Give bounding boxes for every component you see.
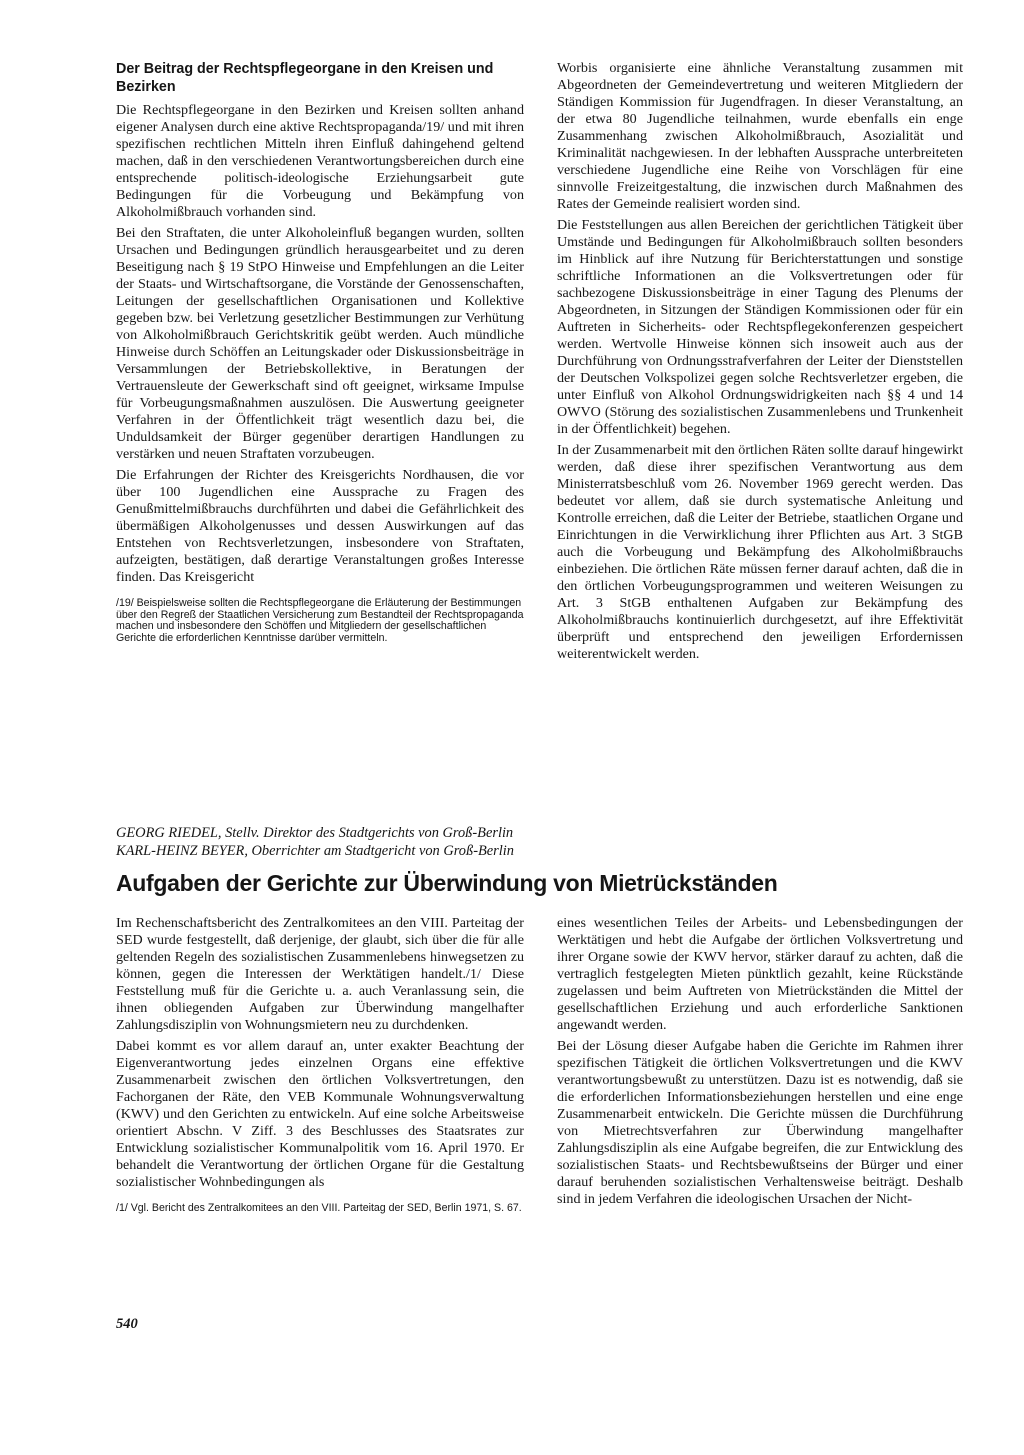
author-line: GEORG RIEDEL, Stellv. Direktor des Stadtgerichts von Groß-Berlin <box>116 825 514 841</box>
page-number: 540 <box>116 1316 138 1332</box>
paragraph: Bei den Straftaten, die unter Alkoholeinfluß begangen wurden, sollten Ursachen und Bedingungen gründlich herausgearbeitet und zu deren Beseitigung nach § 19 StPO Hinweise und Empfehlungen an die Leiter der Staats- und Wirtschaftsorgane, die Vorstände der Genossenschaften, Leitungen der gesellschaftlichen Organisationen und Kollektive gegeben bzw. bei Verletzung gesetzlicher Bestimmungen zur Verhütung von Alkoholmißbrauch Gerichtskritik geübt werden. Auch mündliche Hinweise durch Schöffen an Leitungskader oder Diskussionsbeiträge in Versammlungen der Betriebskollektive, in Beratungen der Vertrauensleute der Gewerkschaft sind oft geeignet, wirksame Impulse für Vorbeugungsmaßnahmen auszulösen. Die Auswertung geeigneter Verfahren in der Öffentlichkeit trägt wesentlich dazu bei, die Unduldsamkeit der Bürger gegenüber derartigen Handlungen zu verstärken und neuen Straftaten vorzubeugen. <box>116 225 524 462</box>
paragraph: Worbis organisierte eine ähnliche Veranstaltung zusammen mit Abgeordneten der Gemeindevertretung und weiteren Mitgliedern der Ständigen Kommission für Jugendfragen. In dieser Veranstaltung, an der etwa 80 Jugendliche teilnahmen, wurde ebenfalls ein enge Zusammenhang zwischen Alkoholmißbrauch, Asozialität und Kriminalität nachgewiesen. In der lebhaften Aussprache unterbreiteten verschiedene Jugendliche eine Reihe von Vorschlägen für eine sinnvolle Freizeitgestaltung, die inzwischen durch Maßnahmen des Rates der Gemeinde realisiert worden sind. <box>557 60 963 212</box>
paragraph: Bei der Lösung dieser Aufgabe haben die Gerichte im Rahmen ihrer spezifischen Tätigkeit die örtlichen Volksvertretungen und die KWV verantwortungsbewußt zu unterstützen. Dazu ist es notwendig, daß sie die erforderlichen Informationsbeziehungen herstellen und eine enge Zusammenarbeit entwickeln. Die Gerichte müssen die Durchführung von Mietrechtsverfahren zur Überwindung mangelhafter Zahlungsdisziplin als eine Aufgabe begreifen, die zur Entwicklung des sozialistischen Staats- und Rechtsbewußtseins der Bürger und einer darauf beruhenden sozialistischen Verhaltensweise beiträgt. Deshalb sind in jedem Verfahren die ideologischen Ursachen der Nicht- <box>557 1038 963 1207</box>
article-title: Aufgaben der Gerichte zur Überwindung von Mietrückständen <box>116 870 778 896</box>
article1-left-column <box>116 60 524 644</box>
paragraph: Die Rechtspflegeorgane in den Bezirken und Kreisen sollten anhand eigener Analysen durch eine aktive Rechtspropaganda/19/ und mit ihren spezifischen rechtlichen Mitteln ihren Einfluß dahingehend geltend machen, daß in den verschiedenen Verantwortungsbereichen durch eine entsprechende politisch-ideologische Erziehungsarbeit gute Bedingungen für die Vorbeugung und Bekämpfung von Alkoholmißbrauch vorhanden sind. <box>116 102 524 220</box>
author-line: KARL-HEINZ BEYER, Oberrichter am Stadtgericht von Groß-Berlin <box>116 843 514 859</box>
paragraph: Die Erfahrungen der Richter des Kreisgerichts Nordhausen, die vor über 100 Jugendlichen eine Aussprache zu Fragen des Genußmittelmißbrauchs durchführten und dabei die Gefährlichkeit des übermäßigen Alkoholgenusses und dessen Auswirkungen auf das Entstehen von Rechtsverletzungen, insbesondere von Straftaten, aufzeigten, bestätigen, daß derartige Veranstaltungen großes Interesse finden. Das Kreisgericht <box>116 467 524 585</box>
footnote: /1/ Vgl. Bericht des Zentralkomitees an den VIII. Parteitag der SED, Berlin 1971, S. 67. <box>116 1202 522 1214</box>
paragraph: Im Rechenschaftsbericht des Zentralkomitees an den VIII. Parteitag der SED wurde festgestellt, daß derjenige, der glaubt, sich über die für alle geltenden Regeln des sozialistischen Zusammenlebens hinwegsetzen zu können, gegen die Interessen der Werktätigen handelt./1/ Diese Feststellung muß für die Gerichte u. a. auch Veranlassung sein, die ihnen obliegenden Aufgaben zur Überwindung mangelhafter Zahlungsdisziplin von Wohnungsmietern neu zu durchdenken. <box>116 915 524 1033</box>
paragraph: In der Zusammenarbeit mit den örtlichen Räten sollte darauf hingewirkt werden, daß diese ihrer spezifischen Verantwortung aus dem Ministerratsbeschluß vom 26. November 1969 gerecht werden. Das bedeutet vor allem, daß sie durch systematische Anleitung und Kontrolle erreichen, daß die Leiter der Betriebe, staatlichen Organe und Einrichtungen in die Verwirklichung ihrer Pflichten aus Art. 3 StGB auch die Vorbeugung und Bekämpfung des Alkoholmißbrauchs einbeziehen. Die örtlichen Räte müssen ferner darauf achten, daß die in den örtlichen Vorbeugungsprogrammen und weiteren Weisungen zu Art. 3 StGB enthaltenen Aufgaben zur Bekämpfung des Alkoholmißbrauchs kontinuierlich durchgesetzt, auf ihre Effektivität überprüft und entsprechend den jeweiligen Erfordernissen weiterentwickelt werden. <box>557 442 963 662</box>
article2-left-column <box>116 915 524 1215</box>
article1-right-column <box>557 60 963 663</box>
footnote: /19/ Beispielsweise sollten die Rechtspflegeorgane die Erläuterung der Bestimmungen über den Regreß der Staatlichen Versicherung zum Bestandteil der Rechtspropaganda machen und insbesondere den Schöffen und Mitgliedern der gesellschaftlichen Gerichte die erforderlichen Kenntnisse darüber vermitteln. <box>116 597 524 644</box>
paragraph: eines wesentlichen Teiles der Arbeits- und Lebensbedingungen der Werktätigen und hebt die Aufgabe der örtlichen Volksvertretung und ihrer Organe sowie der KWV hervor, stärker darauf zu achten, daß die vertraglich festgelegten Mieten pünktlich gezahlt, keine Rückstände zugelassen und beim Auftreten von Mietrückständen die Mittel der gesellschaftlichen Erziehung und auch erforderliche Sanktionen angewandt werden. <box>557 915 963 1033</box>
article2-right-column <box>557 915 963 1208</box>
paragraph: Die Feststellungen aus allen Bereichen der gerichtlichen Tätigkeit über Umstände und Bedingungen für Alkoholmißbrauch sollten besonders im Hinblick auf ihre Nutzung für Berichterstattungen und sonstige schriftliche Informationen an die Volksvertretungen oder für sachbezogene Diskussionsbeiträge in einer Tagung des Plenums der Abgeordneten, in Sitzungen der Ständigen Kommissionen oder für ein Auftreten in Sicherheits- oder Rechtspflegekonferenzen gespeichert werden. Wertvolle Hinweise können sich insoweit auch aus der Durchführung von Ordnungsstrafverfahren der Leiter der Dienststellen der Deutschen Volkspolizei gegen solche Rechtsverletzer ergeben, die unter Einfluß von Alkohol Ordnungswidrigkeiten nach §§ 4 und 14 OWVO (Störung des sozialistischen Zusammenlebens und Trunkenheit in der Öffentlichkeit) begehen. <box>557 217 963 437</box>
section-heading: Der Beitrag der Rechtspflegeorgane in den Kreisen und Bezirken <box>116 61 494 95</box>
author-block <box>116 824 816 860</box>
paragraph: Dabei kommt es vor allem darauf an, unter exakter Beachtung der Eigenverantwortung jedes einzelnen Organs eine effektive Zusammenarbeit zwischen den örtlichen Volksvertretungen, den Fachorganen der Räte, den VEB Kommunale Wohnungsverwaltung (KWV) und den Gerichten zu entwickeln. Auf eine solche Arbeitsweise orientiert Abschn. V Ziff. 3 des Beschlusses des Staatsrates zur Entwicklung sozialistischer Kommunalpolitik vom 16. April 1970. Er behandelt die Verantwortung der örtlichen Organe für die Gestaltung sozialistischer Wohnbedingungen als <box>116 1038 524 1190</box>
